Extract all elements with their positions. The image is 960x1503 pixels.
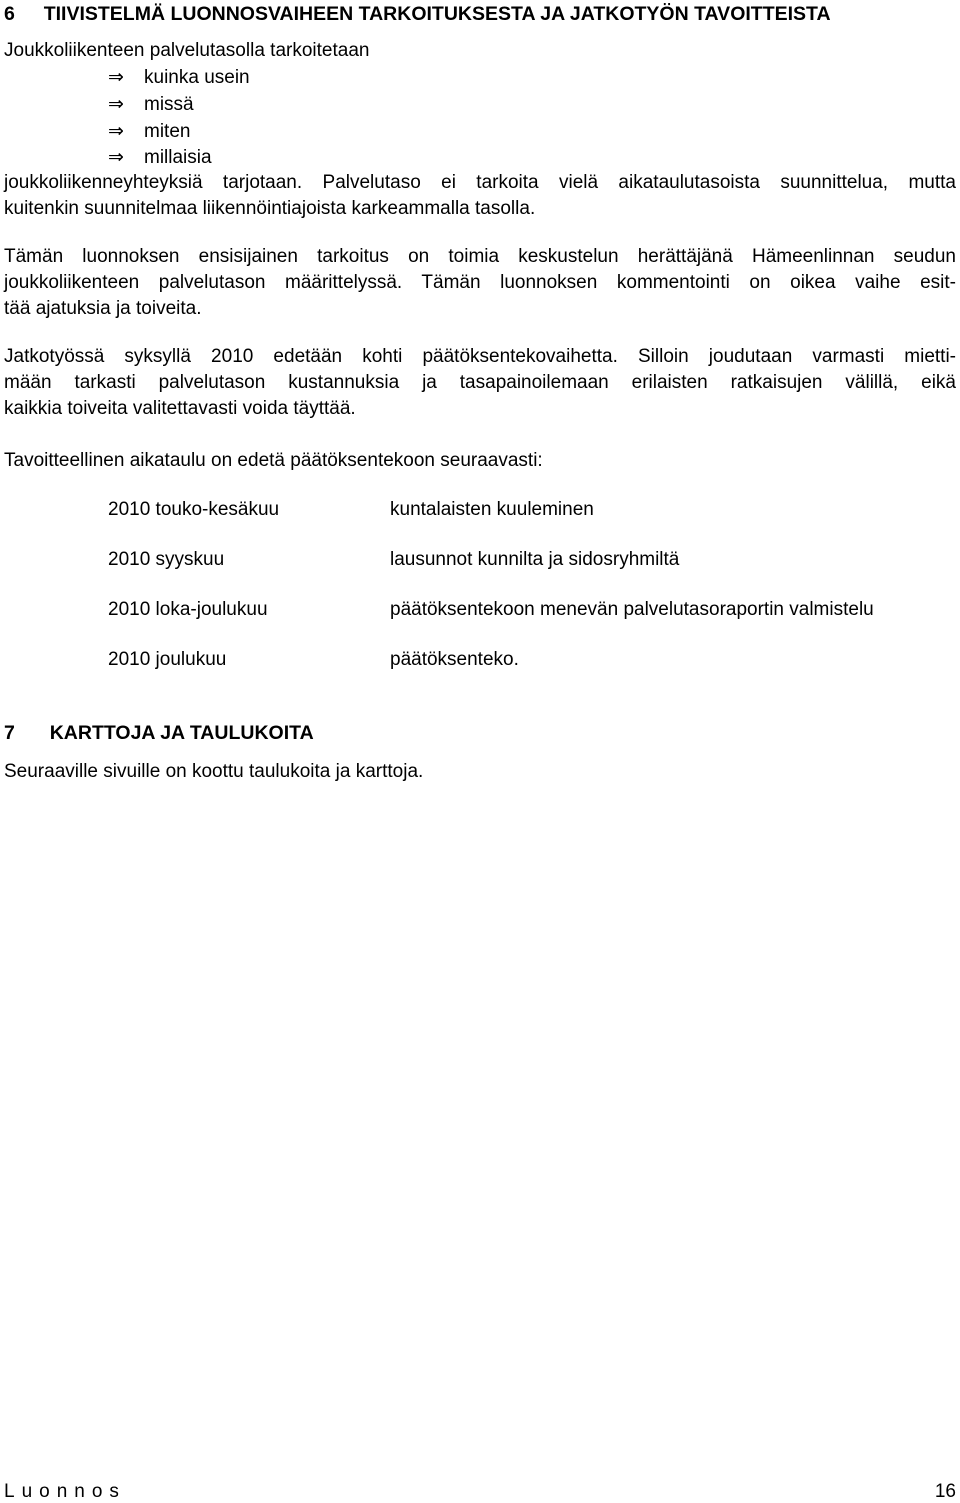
paragraph-line: joukkoliikenteen palvelutason määrittelyssä. Tämän luonnoksen kommentointi on oikea vaihe esit- <box>4 272 956 293</box>
schedule-time: 2010 syyskuu <box>108 549 225 570</box>
schedule-intro: Tavoitteellinen aikataulu on edetä päätöksentekoon seuraavasti: <box>4 450 543 471</box>
paragraph-line: joukkoliikenneyhteyksiä tarjotaan. Palvelutaso ei tarkoita vielä aikataulutasoista suunnittelua, mutta <box>4 172 956 193</box>
bullet-item <box>108 120 190 143</box>
paragraph-line: mään tarkasti palvelutason kustannuksia ja tasapainoilemaan erilaisten ratkaisujen välillä, eikä <box>4 372 956 393</box>
paragraph-line: kaikkia toiveita valitettavasti voida täyttää. <box>4 398 356 419</box>
section-number: 7 <box>4 722 15 744</box>
bullet-text: missä <box>144 94 194 115</box>
schedule-time: 2010 touko-kesäkuu <box>108 499 280 520</box>
paragraph-line: tää ajatuksia ja toiveita. <box>4 298 202 319</box>
paragraph-line: Jatkotyössä syksyllä 2010 edetään kohti päätöksentekovaihetta. Silloin joudutaan varmasti mietti- <box>4 346 956 367</box>
section-heading-6 <box>4 3 831 26</box>
schedule-time: 2010 loka-joulukuu <box>108 599 268 620</box>
bullet-text: millaisia <box>144 147 212 168</box>
double-arrow-right-icon: ⇒ <box>108 66 124 88</box>
bullet-text: miten <box>144 121 191 142</box>
double-arrow-right-icon: ⇒ <box>108 93 124 115</box>
double-arrow-right-icon: ⇒ <box>108 146 124 168</box>
schedule-task: lausunnot kunnilta ja sidosryhmiltä <box>390 549 680 570</box>
schedule-task: päätöksenteko. <box>390 649 519 670</box>
bullet-text: kuinka usein <box>144 67 250 88</box>
section-number: 6 <box>4 3 15 25</box>
section-text: Seuraaville sivuille on koottu taulukoita ja karttoja. <box>4 761 424 782</box>
section-title: TIIVISTELMÄ LUONNOSVAIHEEN TARKOITUKSESTA JA JATKOTYÖN TAVOITTEISTA <box>43 3 831 25</box>
section-title: KARTTOJA JA TAULUKOITA <box>49 722 314 744</box>
footer-label: Luonnos <box>4 1481 126 1502</box>
paragraph-line: kuitenkin suunnitelmaa liikennöintiajoista karkeammalla tasolla. <box>4 198 536 219</box>
bullet-item <box>108 146 212 169</box>
schedule-task: päätöksentekoon menevän palvelutasoraportin valmistelu <box>390 599 874 620</box>
double-arrow-right-icon: ⇒ <box>108 120 124 142</box>
schedule-time: 2010 joulukuu <box>108 649 227 670</box>
intro-lead: Joukkoliikenteen palvelutasolla tarkoitetaan <box>4 40 370 61</box>
page-number: 16 <box>934 1481 956 1502</box>
paragraph-line: Tämän luonnoksen ensisijainen tarkoitus on toimia keskustelun herättäjänä Hämeenlinnan seudun <box>4 246 956 267</box>
schedule-task: kuntalaisten kuuleminen <box>390 499 594 520</box>
bullet-item <box>108 66 250 89</box>
bullet-item <box>108 93 194 116</box>
section-heading-7 <box>4 722 314 745</box>
